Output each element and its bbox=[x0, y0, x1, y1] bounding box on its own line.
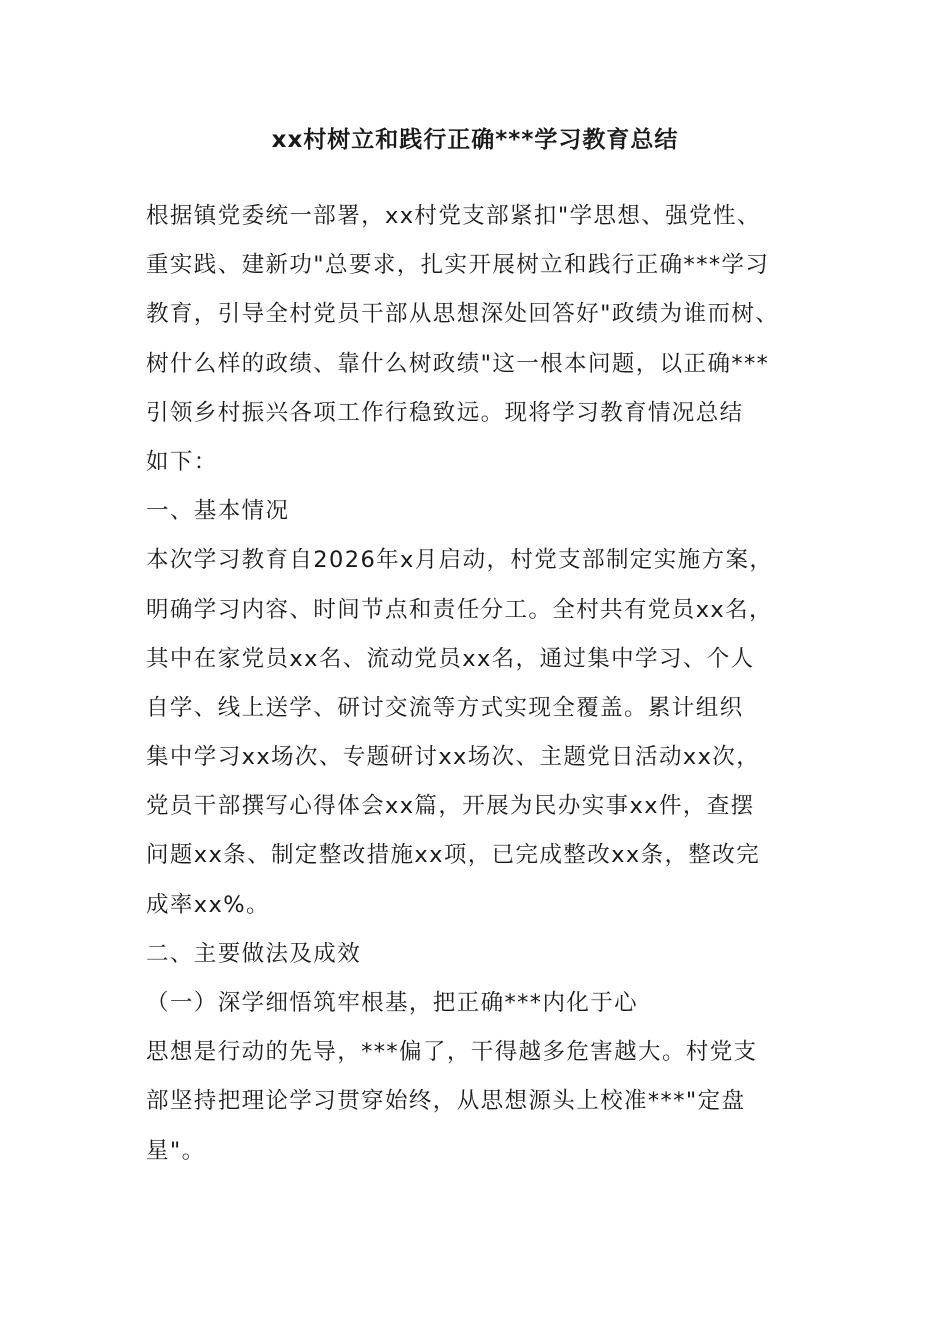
text-line: 明确学习内容、时间节点和责任分工。全村共有党员xx名， bbox=[146, 596, 773, 623]
text-line: 教育，引导全村党员干部从思想深处回答好"政绩为谁而树、 bbox=[146, 301, 780, 328]
text-line: 自学、线上送学、研讨交流等方式实现全覆盖。累计组织 bbox=[146, 694, 744, 721]
text-line: 部坚持把理论学习贯穿始终，从思想源头上校准***"定盘 bbox=[146, 1088, 746, 1115]
text-line: 树什么样的政绩、靠什么树政绩"这一根本问题，以正确*** bbox=[146, 350, 770, 377]
text-line: 引领乡村振兴各项工作行稳致远。现将学习教育情况总结 bbox=[146, 399, 744, 426]
text-line: 其中在家党员xx名、流动党员xx名，通过集中学习、个人 bbox=[146, 645, 755, 672]
document-body bbox=[146, 192, 818, 1176]
text-line: 集中学习xx场次、专题研讨xx场次、主题党日活动xx次， bbox=[146, 744, 761, 771]
section-heading: 二、主要做法及成效 bbox=[146, 940, 362, 967]
subsection-heading: （一）深学细悟筑牢根基，把正确***内化于心 bbox=[146, 990, 639, 1016]
text-line: 思想是行动的先导，***偏了，干得越多危害越大。村党支 bbox=[146, 1039, 758, 1066]
text-line: 重实践、建新功"总要求，扎实开展树立和践行正确***学习 bbox=[146, 252, 770, 279]
text-line: 问题xx条、制定整改措施xx项，已完成整改xx条，整改完 bbox=[146, 842, 761, 869]
text-line: 根据镇党委统一部署，xx村党支部紧扣"学思想、强党性、 bbox=[146, 203, 761, 229]
text-line: 成率xx%。 bbox=[146, 891, 270, 918]
text-line: 如下： bbox=[146, 448, 218, 475]
document-title: xx村树立和践行正确***学习教育总结 bbox=[271, 127, 679, 153]
text-line: 星"。 bbox=[146, 1137, 206, 1164]
text-line: 本次学习教育自2026年x月启动，村党支部制定实施方案， bbox=[146, 547, 774, 574]
text-line: 党员干部撰写心得体会xx篇，开展为民办实事xx件，查摆 bbox=[146, 793, 755, 820]
section-heading: 一、基本情况 bbox=[146, 498, 290, 525]
